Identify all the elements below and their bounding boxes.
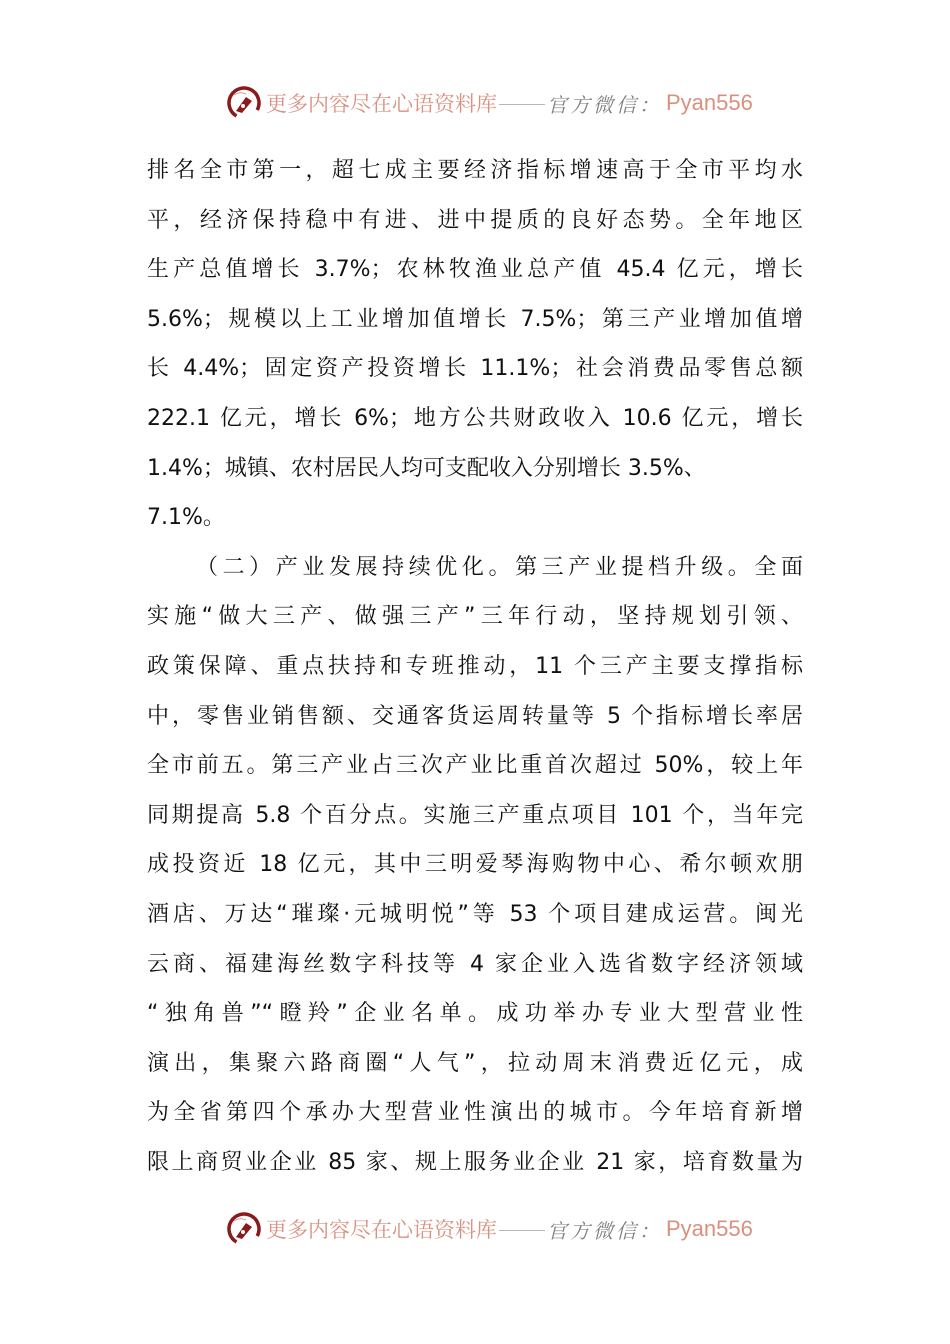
text-line: 7.1%。 — [147, 505, 225, 531]
text-line: 平，经济保持稳中有进、进中提质的良好态势。全年地区 — [147, 207, 803, 233]
text-line: 同期提高 5.8 个百分点。实施三产重点项目 101 个，当年完 — [147, 802, 803, 828]
text-line: 演出，集聚六路商圈“人气”，拉动周末消费近亿元，成 — [147, 1050, 803, 1076]
text-line: 长 4.4%；固定资产投资增长 11.1%；社会消费品零售总额 — [147, 356, 803, 382]
banner-wechat-label: 官方微信： — [547, 1218, 662, 1243]
banner-wechat-label: 官方微信： — [547, 92, 662, 117]
text-line: 全市前五。第三产业占三次产业比重首次超过 50%，较上年 — [147, 753, 803, 779]
pen-nib-logo-icon — [226, 1211, 262, 1247]
pen-nib-logo-icon — [226, 85, 262, 121]
text-line: 生产总值增长 3.7%；农林牧渔业总产值 45.4 亿元，增长 — [147, 257, 803, 283]
text-line: 政策保障、重点扶持和专班推动，11 个三产主要支撑指标 — [147, 653, 803, 679]
text-line: 实施“做大三产、做强三产”三年行动，坚持规划引领、 — [147, 604, 803, 630]
banner-wechat-id: Pyan556 — [666, 90, 753, 115]
text-line: 中，零售业销售额、交通客货运周转量等 5 个指标增长率居 — [147, 703, 803, 729]
text-line: 5.6%；规模以上工业增加值增长 7.5%；第三产业增加值增 — [147, 306, 803, 332]
document-body — [147, 146, 807, 1187]
text-line: 云商、福建海丝数字科技等 4 家企业入选省数字经济领域 — [147, 951, 803, 977]
text-line: （二）产业发展持续优化。第三产业提档升级。全面 — [196, 554, 803, 580]
paragraph-2 — [147, 543, 807, 1188]
footer-banner — [226, 1209, 753, 1249]
text-line: 为全省第四个承办大型营业性演出的城市。今年培育新增 — [147, 1100, 803, 1126]
paragraph-1 — [147, 146, 807, 543]
banner-wechat-id: Pyan556 — [666, 1216, 753, 1241]
text-line: 1.4%；城镇、农村居民人均可支配收入分别增长 3.5%、 — [147, 455, 706, 481]
text-line: 排名全市第一，超七成主要经济指标增速高于全市平均水 — [147, 158, 803, 183]
banner-dash-divider — [499, 1230, 545, 1231]
text-line: 限上商贸业企业 85 家、规上服务业企业 21 家，培育数量为 — [147, 1149, 803, 1175]
text-line: 酒店、万达“璀璨·元城明悦”等 53 个项目建成运营。闽光 — [147, 901, 803, 927]
header-banner — [226, 83, 753, 123]
banner-dash-divider — [499, 104, 545, 105]
text-line: 成投资近 18 亿元，其中三明爱琴海购物中心、希尔顿欢朋 — [147, 852, 803, 878]
text-line: “独角兽”“瞪羚”企业名单。成功举办专业大型营业性 — [147, 1001, 803, 1027]
text-line: 222.1 亿元，增长 6%；地方公共财政收入 10.6 亿元，增长 — [147, 405, 803, 431]
banner-slogan: 更多内容尽在心语资料库 — [266, 92, 497, 116]
banner-slogan: 更多内容尽在心语资料库 — [266, 1218, 497, 1242]
